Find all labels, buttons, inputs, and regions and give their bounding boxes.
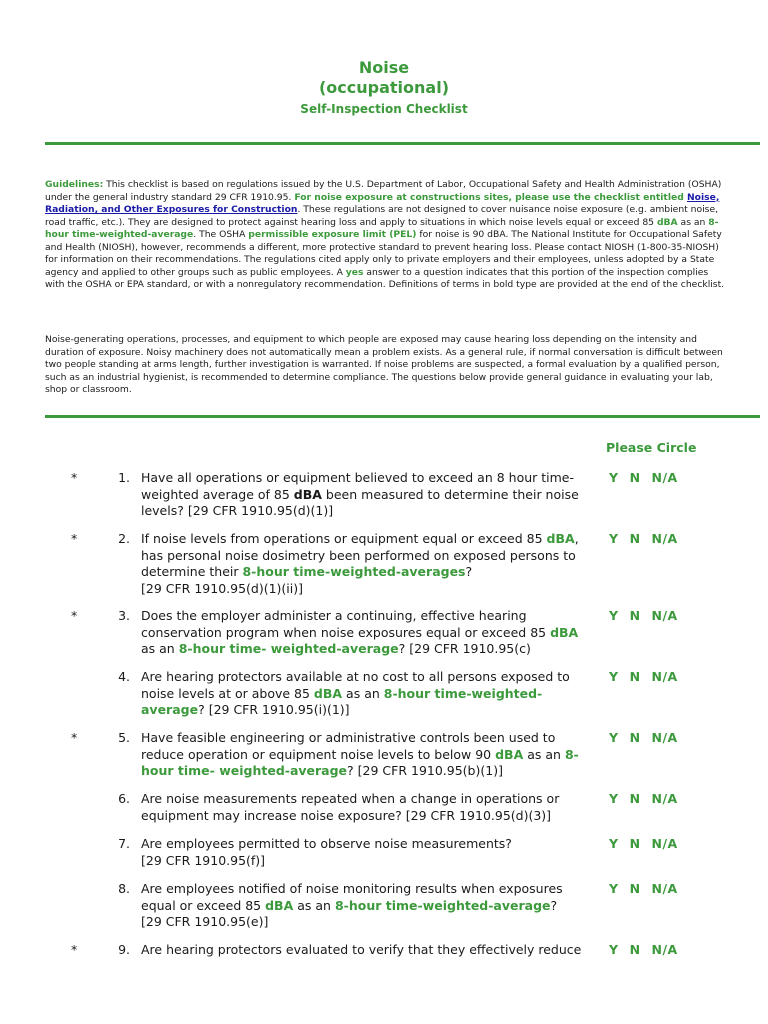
required-marker: * bbox=[71, 942, 78, 957]
divider-middle bbox=[45, 415, 760, 418]
required-marker: * bbox=[71, 730, 78, 745]
item-number: 8. bbox=[118, 881, 130, 896]
answer-na[interactable]: N/A bbox=[651, 881, 678, 896]
answer-yes[interactable]: Y bbox=[609, 669, 619, 684]
term-dba: dBA bbox=[546, 531, 575, 546]
answer-na[interactable]: N/A bbox=[651, 669, 678, 684]
required-marker: * bbox=[71, 470, 78, 485]
answer-options bbox=[609, 942, 689, 959]
item-number: 5. bbox=[118, 730, 130, 745]
page-title: Noise bbox=[358, 58, 410, 77]
answer-no[interactable]: N bbox=[629, 669, 641, 684]
answer-na[interactable]: N/A bbox=[651, 730, 678, 745]
answer-na[interactable]: N/A bbox=[651, 608, 678, 623]
question-text: Have feasible engineering or administrative controls been used to reduce operation or equipment noise levels to below 90 dBA as an 8-hour time- weighted-average? [29 CFR 1910.95(b)(1)] bbox=[141, 730, 579, 778]
answer-na[interactable]: N/A bbox=[651, 791, 678, 806]
item-number: 7. bbox=[118, 836, 130, 851]
answer-options bbox=[609, 669, 689, 686]
please-circle-heading: Please Circle bbox=[606, 440, 697, 455]
item-number: 9. bbox=[118, 942, 130, 957]
guidelines-label: Guidelines: bbox=[45, 179, 104, 190]
term-dba: dBA bbox=[656, 216, 678, 228]
answer-options bbox=[609, 881, 689, 898]
guidelines-text: as an bbox=[677, 216, 709, 228]
answer-options bbox=[609, 791, 689, 808]
answer-yes[interactable]: Y bbox=[609, 881, 619, 896]
answer-no[interactable]: N bbox=[629, 730, 641, 745]
answer-na[interactable]: N/A bbox=[651, 531, 678, 546]
term-dba: dBA bbox=[550, 624, 579, 640]
term-yes: yes bbox=[345, 266, 364, 278]
answer-no[interactable]: N bbox=[629, 791, 641, 806]
item-number: 4. bbox=[118, 669, 130, 684]
guidelines-construction-note: For noise exposure at constructions sites, please use the checklist entitled bbox=[294, 191, 687, 203]
item-number: 3. bbox=[118, 608, 130, 623]
answer-options bbox=[609, 836, 689, 853]
question-text: Does the employer administer a continuing, effective hearing conservation program when noise exposures equal or exceed 85 dBA as an 8-hour time- weighted-average? [29 CFR 1910.95(c) bbox=[141, 608, 579, 656]
item-number: 2. bbox=[118, 531, 130, 546]
item-number: 1. bbox=[118, 470, 130, 485]
answer-options bbox=[609, 470, 689, 487]
page-title-qualifier: (occupational) bbox=[318, 78, 450, 97]
guidelines-paragraph bbox=[45, 179, 725, 292]
question-text: If noise levels from operations or equipment equal or exceed 85 dBA, has personal noise dosimetry been performed on exposed persons to determine their 8-hour time-weighted-averages? [29 CFR 1910.95(d)(1)(ii)] bbox=[141, 531, 579, 596]
answer-na[interactable]: N/A bbox=[651, 836, 678, 851]
term-twa: 8-hour time-weighted-average bbox=[45, 216, 719, 240]
answer-options bbox=[609, 608, 689, 625]
answer-no[interactable]: N bbox=[629, 836, 641, 851]
term-twa: 8-hour time-weighted-average bbox=[141, 685, 543, 717]
required-marker: * bbox=[71, 608, 78, 623]
guidelines-text: . These regulations are not designed to cover nuisance noise exposure (e.g. ambient noise, road traffic, etc.). They are designed to protect against hearing loss and apply to situations in which noise levels equal or exceed 85 bbox=[45, 204, 719, 228]
question-text: Are employees permitted to observe noise measurements? [29 CFR 1910.95(f)] bbox=[141, 836, 512, 868]
answer-na[interactable]: N/A bbox=[651, 470, 678, 485]
answer-no[interactable]: N bbox=[629, 881, 641, 896]
answer-yes[interactable]: Y bbox=[609, 836, 619, 851]
guidelines-text: for noise is 90 dBA. The National Institute for Occupational Safety and Health (NIOSH), however, recommends a different, more protective standard to prevent hearing loss. Please contact NIOSH (1-800-35-NIOSH) for information on their recommendations. The regulations cited apply only to private employers and their employees, unless adopted by a State agency and applied to other groups such as public employees. A bbox=[45, 229, 722, 278]
term-dba: dBA bbox=[265, 897, 294, 913]
construction-checklist-link[interactable]: Noise, Radiation, and Other Exposures for Construction bbox=[45, 191, 720, 215]
question-text: Have all operations or equipment believed to exceed an 8 hour time-weighted average of 85 dBA been measured to determine their noise levels? [29 CFR 1910.95(d)(1)] bbox=[141, 470, 579, 518]
item-number: 6. bbox=[118, 791, 130, 806]
answer-no[interactable]: N bbox=[629, 470, 641, 485]
term-twa: 8-hour time-weighted-averages bbox=[242, 564, 466, 579]
divider-top bbox=[45, 142, 760, 145]
term-dba: dBA bbox=[293, 486, 322, 502]
answer-yes[interactable]: Y bbox=[609, 942, 619, 957]
answer-yes[interactable]: Y bbox=[609, 531, 619, 546]
intro-paragraph: Noise-generating operations, processes, and equipment to which people are exposed may cause hearing loss depending on the intensity and duration of exposure. Noisy machinery does not automatically mean a problem exists. As a general rule, if normal conversation is difficult between two people standing at arms length, further investigation is warranted. If noise problems are suspected, a formal evaluation by a qualified person, such as an industrial hygienist, is recommended to determine compliance. The questions below provide general guidance in evaluating your lab, shop or classroom. bbox=[45, 334, 723, 395]
page-header bbox=[0, 58, 768, 118]
question-text: Are employees notified of noise monitoring results when exposures equal or exceed 85 dBA as an 8-hour time-weighted-average? [29 CFR 1910.95(e)] bbox=[141, 881, 563, 929]
answer-yes[interactable]: Y bbox=[609, 791, 619, 806]
required-marker: * bbox=[71, 531, 78, 546]
page-subtitle: Self-Inspection Checklist bbox=[300, 102, 468, 116]
guidelines-text: . The OSHA bbox=[193, 229, 249, 240]
question-text: Are hearing protectors available at no cost to all persons exposed to noise levels at or above 85 dBA as an 8-hour time-weighted-average? [29 CFR 1910.95(i)(1)] bbox=[141, 669, 570, 717]
guidelines-text: answer to a question indicates that this portion of the inspection complies with the OSHA or EPA standard, or with a nonregulatory recommendation. Definitions of terms in bold type are provided at the end of the checklist. bbox=[45, 266, 725, 290]
question-text: Are hearing protectors evaluated to verify that they effectively reduce bbox=[141, 942, 582, 957]
answer-no[interactable]: N bbox=[629, 942, 641, 957]
answer-yes[interactable]: Y bbox=[609, 730, 619, 745]
answer-options bbox=[609, 531, 689, 548]
term-dba: dBA bbox=[313, 685, 343, 701]
answer-no[interactable]: N bbox=[629, 608, 641, 623]
term-pel: permissible exposure limit (PEL) bbox=[248, 229, 417, 240]
answer-yes[interactable]: Y bbox=[609, 470, 619, 485]
term-dba: dBA bbox=[495, 746, 524, 762]
term-twa: 8-hour time- weighted-average bbox=[178, 641, 399, 656]
term-twa: 8-hour time-weighted-average bbox=[334, 897, 551, 913]
question-text: Are noise measurements repeated when a change in operations or equipment may increase noise exposure? [29 CFR 1910.95(d)(3)] bbox=[141, 791, 560, 823]
answer-na[interactable]: N/A bbox=[651, 942, 678, 957]
answer-yes[interactable]: Y bbox=[609, 608, 619, 623]
answer-no[interactable]: N bbox=[629, 531, 641, 546]
guidelines-text: This checklist is based on regulations issued by the U.S. Department of Labor, Occupational Safety and Health Administration (OSHA) under the general industry standard 29 CFR 1910.95. bbox=[45, 179, 722, 203]
term-twa: 8-hour time- weighted-average bbox=[141, 746, 579, 778]
answer-options bbox=[609, 730, 689, 747]
